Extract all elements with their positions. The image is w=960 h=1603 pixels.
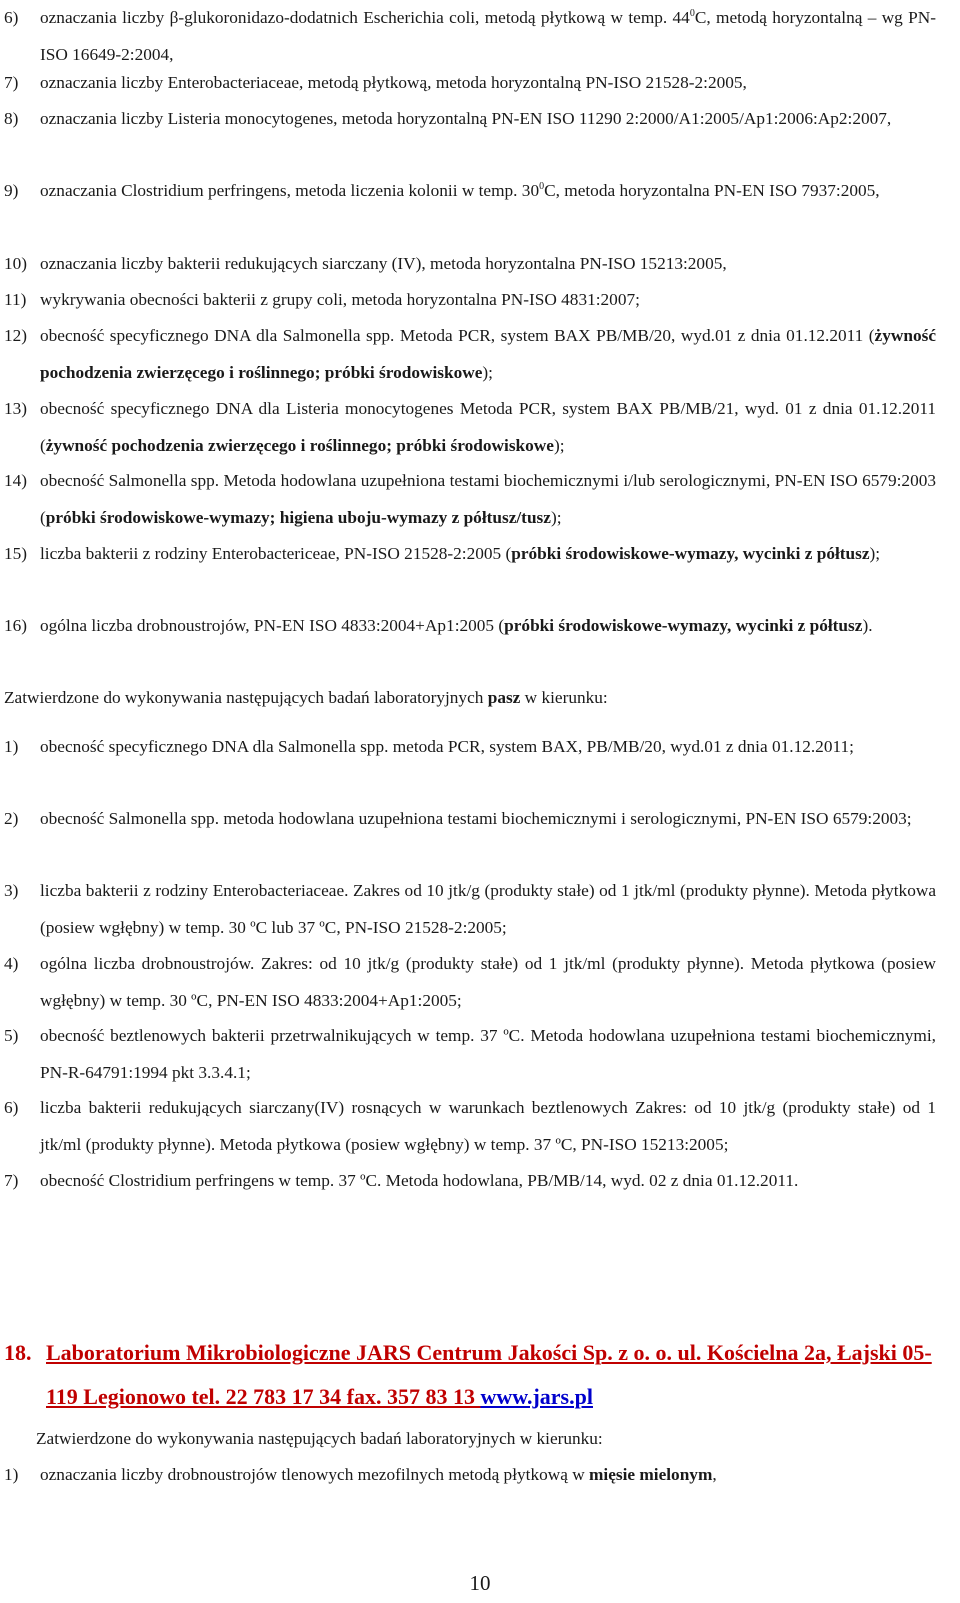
list-item — [4, 536, 936, 573]
list-item — [4, 246, 936, 283]
list-item-text: obecność Salmonella spp. Metoda hodowlana uzupełniona testami biochemicznymi i/lub serologicznymi, PN-EN ISO 6579:2003 (próbki środowiskowe-wymazy; higiena uboju-wymazy z półtusz/tusz); — [40, 471, 936, 527]
list-item-text: wykrywania obecności bakterii z grupy coli, metoda horyzontalna PN-ISO 4831:2007; — [40, 290, 640, 309]
list-item — [4, 65, 936, 102]
list-item-text: ogólna liczba drobnoustrojów. Zakres: od 10 jtk/g (produkty stałe) od 1 jtk/ml (produkty płynne). Metoda płytkowa (posiew wgłębny) w temp. 30 ºC, PN-EN ISO 4833:2004+Ap1:2005; — [40, 954, 936, 1010]
list-item-number: 16) — [4, 616, 28, 635]
list-item-text: obecność beztlenowych bakterii przetrwalnikujących w temp. 37 ºC. Metoda hodowlana uzupełniona testami biochemicznymi, PN-R-64791:1994 pkt 3.3.4.1; — [40, 1026, 936, 1082]
list-item — [4, 729, 936, 766]
list-item-number: 7) — [4, 73, 19, 92]
website-link[interactable]: www.jars.pl — [480, 1384, 593, 1409]
list-item-number: 9) — [4, 181, 19, 200]
list-item-number: 1) — [4, 1465, 19, 1484]
list-item-number: 3) — [4, 881, 19, 900]
list-item-number: 8) — [4, 109, 19, 128]
list-item-text: liczba bakterii z rodziny Enterobactericeae, PN-ISO 21528-2:2005 (próbki środowiskowe-wymazy, wycinki z półtusz); — [40, 544, 881, 563]
list-item-text: obecność specyficznego DNA dla Listeria monocytogenes Metoda PCR, system BAX PB/MB/21, wyd. 01 z dnia 01.12.2011 (żywność pochodzenia zwierzęcego i roślinnego; próbki środowiskowe); — [40, 399, 936, 455]
list-item-number: 4) — [4, 954, 19, 973]
list-item-number: 10) — [4, 254, 28, 273]
list-item — [4, 0, 936, 73]
list-item-text: oznaczania liczby β-glukoronidazo-dodatnich Escherichia coli, metodą płytkową w temp. $44^0C$, metodą horyzontalną – wg PN-ISO 16649-2:2004, — [40, 8, 936, 64]
list-item — [4, 1163, 936, 1200]
list-item — [4, 801, 936, 838]
list-item — [4, 946, 936, 1019]
laboratory-name-address[interactable]: Laboratorium Mikrobiologiczne JARS Centrum Jakości Sp. z o. o. ul. Kościelna 2a, Łajski 05-119 Legionowo tel. 22 783 17 34 fax. 357 83 13 www.jars.pl — [46, 1340, 932, 1409]
list-item-number: 11) — [4, 290, 27, 309]
list-item-text: oznaczania Clostridium perfringens, metoda liczenia kolonii w temp. $30^0C$, metoda horyzontalna PN-EN ISO 7937:2005, — [40, 181, 880, 200]
list-item-number: 2) — [4, 809, 19, 828]
list-item — [4, 1457, 936, 1494]
feed-intro-paragraph: Zatwierdzone do wykonywania następujących badań laboratoryjnych pasz w kierunku: — [4, 688, 608, 707]
list-item-number: 12) — [4, 326, 28, 345]
list-item-number: 14) — [4, 471, 28, 490]
list-item-number: 6) — [4, 8, 19, 27]
list-item — [4, 1090, 936, 1163]
list-item-number: 1) — [4, 737, 19, 756]
page-number: 10 — [469, 1571, 491, 1595]
list-item — [4, 608, 936, 645]
list-item-text: liczba bakterii redukujących siarczany(IV) rosnących w warunkach beztlenowych Zakres: od 10 jtk/g (produkty stałe) od 1 jtk/ml (produkty płynne). Metoda płytkowa (posiew wgłębny) w temp. 37 ºC, PN-ISO 15213:2005; — [40, 1098, 936, 1154]
list-item — [4, 873, 936, 946]
list-item-number: 7) — [4, 1171, 19, 1190]
list-item-text: ogólna liczba drobnoustrojów, PN-EN ISO 4833:2004+Ap1:2005 (próbki środowiskowe-wymazy, wycinki z półtusz). — [40, 616, 873, 635]
list-item-number: 15) — [4, 544, 28, 563]
list-item — [4, 463, 936, 536]
list-item — [4, 173, 936, 210]
list-item-text: oznaczania liczby drobnoustrojów tlenowych mezofilnych metodą płytkową w mięsie mielonym, — [40, 1465, 717, 1484]
list-item — [4, 282, 936, 319]
list-item — [4, 391, 936, 464]
list-item-text: obecność specyficznego DNA dla Salmonella spp. metoda PCR, system BAX, PB/MB/20, wyd.01 z dnia 01.12.2011; — [40, 737, 854, 756]
laboratory-section-heading — [4, 1331, 936, 1419]
jars-intro-paragraph: Zatwierdzone do wykonywania następujących badań laboratoryjnych w kierunku: — [36, 1429, 603, 1448]
list-item-number: 6) — [4, 1098, 19, 1117]
list-item-number: 5) — [4, 1026, 19, 1045]
list-item-text: obecność Clostridium perfringens w temp. 37 ºC. Metoda hodowlana, PB/MB/14, wyd. 02 z dnia 01.12.2011. — [40, 1171, 799, 1190]
list-item-number: 13) — [4, 399, 28, 418]
section-number: 18. — [4, 1340, 32, 1365]
list-item — [4, 318, 936, 391]
list-item — [4, 101, 936, 138]
list-item-text: obecność specyficznego DNA dla Salmonella spp. Metoda PCR, system BAX PB/MB/20, wyd.01 z dnia 01.12.2011 (żywność pochodzenia zwierzęcego i roślinnego; próbki środowiskowe); — [40, 326, 936, 382]
list-item-text: obecność Salmonella spp. metoda hodowlana uzupełniona testami biochemicznymi i serologicznymi, PN-EN ISO 6579:2003; — [40, 809, 912, 828]
list-item-text: oznaczania liczby bakterii redukujących siarczany (IV), metoda horyzontalna PN-ISO 15213:2005, — [40, 254, 727, 273]
list-item — [4, 1018, 936, 1091]
list-item-text: oznaczania liczby Listeria monocytogenes, metoda horyzontalną PN-EN ISO 11290 2:2000/A1:2005/Ap1:2006:Ap2:2007, — [40, 109, 892, 128]
list-item-text: liczba bakterii z rodziny Enterobacteriaceae. Zakres od 10 jtk/g (produkty stałe) od 1 jtk/ml (produkty płynne). Metoda płytkowa (posiew wgłębny) w temp. 30 ºC lub 37 ºC, PN-ISO 21528-2:2005; — [40, 881, 936, 937]
list-item-text: oznaczania liczby Enterobacteriaceae, metodą płytkową, metoda horyzontalną PN-ISO 21528-2:2005, — [40, 73, 747, 92]
